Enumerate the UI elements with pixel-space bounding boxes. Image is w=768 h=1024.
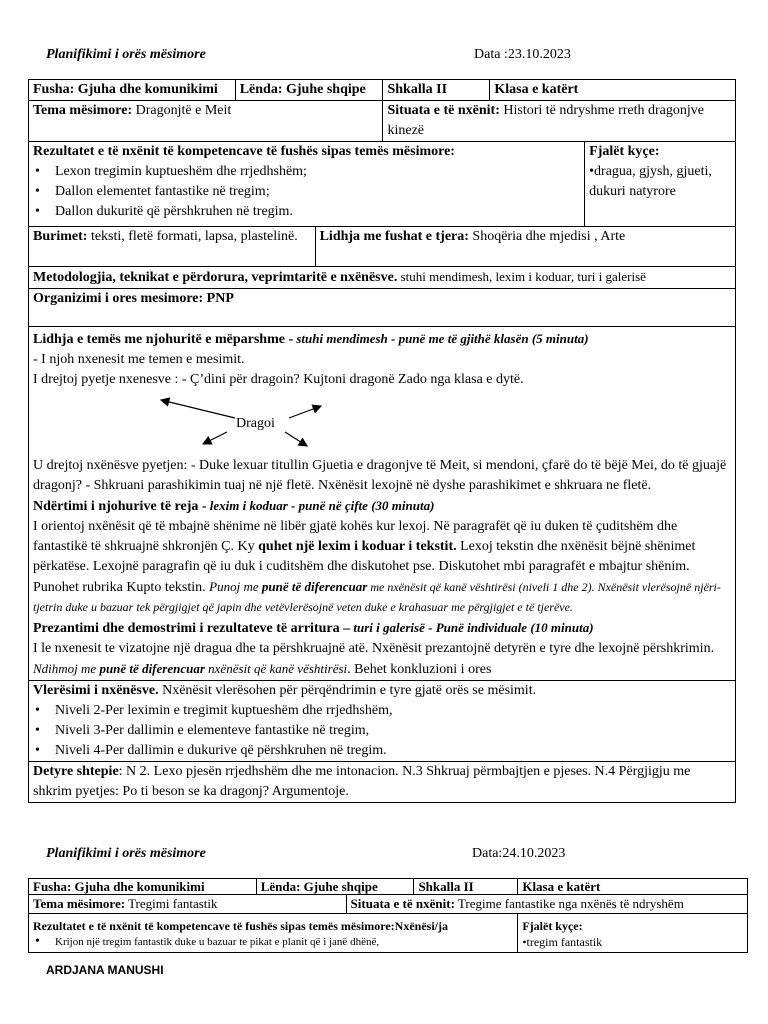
list-item: • Dallon elementet fantastike në tregim; bbox=[55, 182, 580, 202]
footer-author: ARDJANA MANUSHI bbox=[46, 963, 164, 977]
page1-plan-table bbox=[28, 79, 736, 803]
situata-cell: Situata e të nxënit: Tregime fantastike nga nxënës të ndryshëm bbox=[346, 895, 747, 914]
prezantimi-paragraph: I le nxenesit te vizatojne një dragua dhe ta përshkruajnë atë. Nxënësit prezantojnë detyrën e tyre dhe lexojnë përshkrimin. Ndihmoj me punë të diferencuar nxënësit që kanë vështirësi. Behet konkluzioni i ores bbox=[33, 641, 715, 677]
arrow-lower-left bbox=[203, 432, 227, 444]
shkalla-cell: Shkalla II bbox=[414, 879, 518, 895]
rezultatet-list bbox=[33, 934, 513, 950]
list-item: • Dallon dukuritë që përshkruhen në tregim. bbox=[55, 202, 580, 222]
vleresimi-cell: Vlerësimi i nxënësve. Nxënësit vlerësohen për përqëndrimin e tyre gjatë orës se mësimit. • Niveli 2-Per leximin e tregimit kuptueshëm dhe rrjedhshëm, • Niveli 3-Per dallimin e elementeve fantastike në tregim, • Niveli 4-Per dallimin e dukurive që përshkruhen në tregim. bbox=[29, 681, 736, 762]
drejtoj-line: I drejtoj pyetje nxenesve : - Ç’dini për dragoin? Kujtoni dragonë Zado nga klasa e dytë. bbox=[33, 372, 524, 387]
fjalet-cell: Fjalët kyçe: •dragua, gjysh, gjueti, dukuri natyrore bbox=[585, 142, 736, 227]
klasa-cell: Klasa e katërt bbox=[490, 80, 736, 101]
detyre-cell: Detyre shtepie: N 2. Lexo pjesën rrjedhshëm dhe me intonacion. N.3 Shkruaj përmbajtjen e pjeses. N.4 Përgjigju me shkrim pyetjes: Po ti beson se ka dragonj? Argumentoje. bbox=[29, 762, 736, 803]
list-item: • Lexon tregimin kuptueshëm dhe rrjedhshëm; bbox=[55, 162, 580, 182]
list-item: • Krijon një tregim fantastik duke u bazuar te pikat e planit që i janë dhënë, bbox=[55, 934, 513, 950]
ndertimi-paragraph: I orientoj nxënësit që të mbajnë shënime në libër gjatë kohës kur lexoj. Në paragrafët që iu duken të çuditshëm dhe fantastikë të shkruajnë shkronjën Ç. Ky quhet një lexim i koduar i tekstit. Lexoj tekstin dhe nxënësit bëjnë shënimet përkatëse. Lexojnë paragrafin që iu duk i cuditshëm dhe diskutohet pse. Diskutohet mbi paragrafët e mbajtur shënim. Punohet rubrika Kupto tekstin. Punoj me punë të diferencuar me nxënësit që kanë vështirësi (niveli 1 dhe 2). Nxënësit vlerësojnë njëri- tjetrin duke u bazuar tek përgjigjet që japin dhe vetëvlerësojnë veten duke e krahasuar me përgjigjet e të tjerëve. bbox=[33, 519, 721, 614]
situata-cell: Situata e të nxënit: Histori të ndryshme rreth dragonjve kinezë bbox=[383, 101, 736, 142]
tema-cell: Tema mësimore: Tregimi fantastik bbox=[29, 895, 347, 914]
arrow-upper-left bbox=[161, 400, 235, 418]
tema-cell: Tema mësimore: Dragonjtë e Meit bbox=[29, 101, 383, 142]
arrows-diagram bbox=[153, 390, 453, 456]
dragoi-diagram bbox=[33, 390, 731, 456]
list-item: • Niveli 3-Per dallimin e elementeve fantastike në tregim, bbox=[55, 721, 731, 741]
rezultatet-cell: Rezultatet e të nxënit të kompetencave të fushës sipas temës mësimore: • Lexon tregimin kuptueshëm dhe rrjedhshëm; • Dallon elementet fantastike në tregim; • Dallon dukuritë që përshkruhen në tregim. bbox=[29, 142, 585, 227]
list-item: • Niveli 4-Per dallimin e dukurive që përshkruhen në tregim. bbox=[55, 741, 731, 761]
fjalet-cell: Fjalët kyçe: •tregim fantastik bbox=[518, 914, 748, 953]
page1-date: Data :23.10.2023 bbox=[474, 47, 571, 62]
arrow-upper-right bbox=[289, 406, 321, 418]
rezultatet-list bbox=[33, 162, 580, 222]
list-item: • Niveli 2-Per leximin e tregimit kuptueshëm dhe rrjedhshëm, bbox=[55, 701, 731, 721]
fusha-cell: Fusha: Gjuha dhe komunikimi bbox=[29, 80, 236, 101]
shkalla-cell: Shkalla II bbox=[383, 80, 490, 101]
rezultatet-cell: Rezultatet e të nxënit të kompetencave të fushës sipas temës mësimore:Nxënësi/ja • Krijon një tregim fantastik duke u bazuar te pikat e planit që i janë dhënë, bbox=[29, 914, 518, 953]
arrow-lower-right bbox=[285, 432, 307, 446]
zhvillimi-cell: Lidhja e temës me njohuritë e mëparshme - stuhi mendimesh - punë me të gjithë klasën (5 minuta) - I njoh nxenesit me temen e mesimit. I drejtoj pyetje nxenesve : - Ç’dini për dragoin? Kujtoni dragonë Zado nga klasa e dytë. Dragoi U drejtoj nxënësve pyetjen: - Duke lexuar titullin Gjuetia e dragonjve të Meit, si mendoni, çfarë do të bëjë Mei, do të gjuajë dragonj? - Shkruani parashikimin tuaj në një fletë. Nxënësit lexojnë në dyshe parashikimet e shkruara ne fletë. Ndërtimi i njohurive të reja - lexim i koduar - punë në çifte (30 minuta) I orientoj nxënësit që të mbajnë shënime në libër gjatë kohës kur lexoj. Në paragrafët që iu duken të çuditshëm dhe fantastikë të shkruajnë shkronjën Ç. Ky quhet një lexim i koduar i tekstit. Lexoj tekstin dhe nxënësit bëjnë shënimet përkatëse. Lexojnë paragrafin që iu duk i cuditshëm dhe diskutohet pse. Diskutohet mbi paragrafët e mbajtur shënim. Punohet rubrika Kupto tekstin. Punoj me punë të diferencuar me nxënësit që kanë vështirësi (niveli 1 dhe 2). Nxënësit vlerësojnë njëri- tjetrin duke u bazuar tek përgjigjet që japin dhe vetëvlerësojnë veten duke e krahasuar me përgjigjet e të tjerëve. Prezantimi dhe demostrimi i rezultateve të arritura – turi i galerisë - Punë individuale (10 minuta) I le nxenesit te vizatojne një dragua dhe ta përshkruajnë atë. Nxënësit prezantojnë detyrën e tyre dhe lexojnë përshkrimin. Ndihmoj me punë të diferencuar nxënësit që kanë vështirësi. Behet konkluzioni i ores bbox=[29, 327, 736, 681]
drejtoj-paragraph: U drejtoj nxënësve pyetjen: - Duke lexuar titullin Gjuetia e dragonjve të Meit, si mendoni, çfarë do të bëjë Mei, do të gjuajë dragonj? - Shkruani parashikimin tuaj në një fletë. Nxënësit lexojnë në dyshe parashikimet e shkruara ne fletë. bbox=[33, 458, 727, 493]
nivelet-list bbox=[33, 701, 731, 761]
page2-date: Data:24.10.2023 bbox=[472, 846, 566, 861]
page2-title: Planifikimi i orës mësimore bbox=[46, 846, 206, 861]
page1-title: Planifikimi i orës mësimore bbox=[46, 47, 206, 62]
njoh-line: - I njoh nxenesit me temen e mesimit. bbox=[33, 352, 245, 367]
lenda-cell: Lënda: Gjuhe shqipe bbox=[256, 879, 414, 895]
dragoi-label: Dragoi bbox=[236, 416, 275, 431]
klasa-cell: Klasa e katërt bbox=[518, 879, 748, 895]
fusha-cell: Fusha: Gjuha dhe komunikimi bbox=[29, 879, 257, 895]
metodologjia-cell: Metodologjia, teknikat e përdorura, veprimtaritë e nxënësve. stuhi mendimesh, lexim i koduar, turi i galerisë bbox=[29, 267, 736, 289]
lidhja-cell: Lidhja me fushat e tjera: Shoqëria dhe mjedisi , Arte bbox=[315, 227, 735, 267]
organizimi-cell: Organizimi i ores mesimore: PNP bbox=[29, 289, 736, 327]
burimet-cell: Burimet: teksti, fletë formati, lapsa, plastelinë. bbox=[29, 227, 316, 267]
page2-plan-table bbox=[28, 878, 748, 953]
lenda-cell: Lënda: Gjuhe shqipe bbox=[235, 80, 383, 101]
